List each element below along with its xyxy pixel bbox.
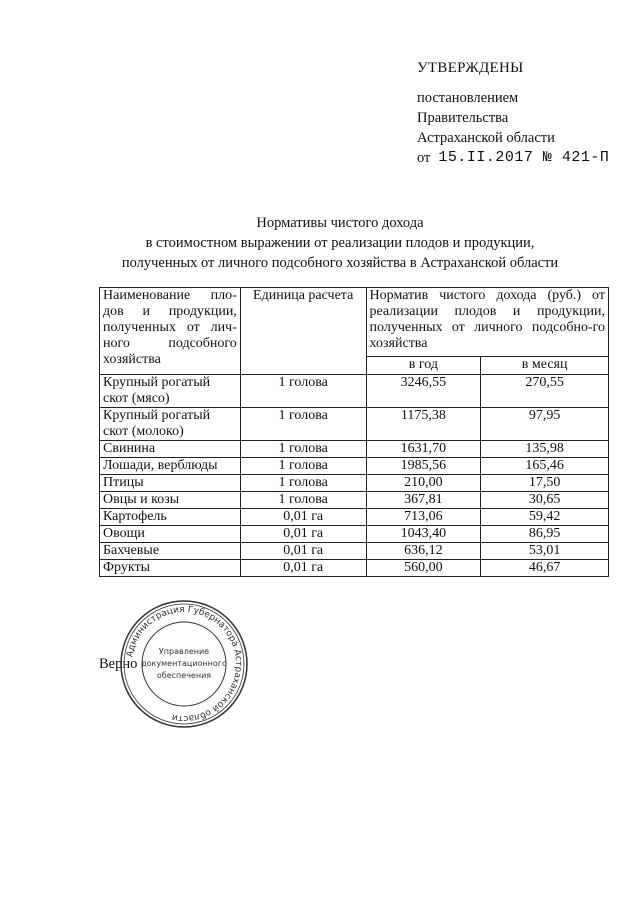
row-year-cell: 1985,56 [366, 458, 481, 475]
table-row [100, 560, 609, 577]
row-month-cell: 17,50 [481, 475, 609, 492]
row-year-cell: 1043,40 [366, 526, 481, 543]
title-line-3: полученных от личного подсобного хозяйства в Астраханской области [121, 255, 559, 271]
header-month-cell: в месяц [481, 357, 609, 375]
row-year-cell: 560,00 [366, 560, 481, 577]
table-row [100, 509, 609, 526]
table-row [100, 543, 609, 560]
header-name-cell: Наименование пло-дов и продукции, полученных от лич-ного подсобного хозяйства [100, 288, 241, 375]
row-unit-cell: 1 голова [240, 492, 366, 509]
approval-block [417, 58, 609, 168]
header-year-cell: в год [366, 357, 481, 375]
row-month-cell: 59,42 [481, 509, 609, 526]
table-row [100, 408, 609, 441]
row-name-cell: Овощи [100, 526, 241, 543]
table-row [100, 492, 609, 509]
row-month-cell: 165,46 [481, 458, 609, 475]
stamp-center-line-2: документационного [141, 659, 227, 668]
row-unit-cell: 0,01 га [240, 509, 366, 526]
row-month-cell: 97,95 [481, 408, 609, 441]
official-stamp [118, 598, 250, 730]
income-norms-table [99, 287, 609, 577]
row-name-cell: Птицы [100, 475, 241, 492]
row-year-cell: 3246,55 [366, 375, 481, 408]
row-year-cell: 1175,38 [366, 408, 481, 441]
stamp-center-line-3: обеспечения [156, 671, 212, 680]
row-month-cell: 270,55 [481, 375, 609, 408]
title-line-1: Нормативы чистого дохода [256, 215, 424, 231]
row-unit-cell: 1 голова [240, 441, 366, 458]
row-name-cell: Овцы и козы [100, 492, 241, 509]
date-prefix: от [417, 150, 431, 166]
row-name-cell: Фрукты [100, 560, 241, 577]
table-row [100, 526, 609, 543]
row-name-cell: Картофель [100, 509, 241, 526]
handwritten-date-number: 15.II.2017 № 421-П [438, 149, 610, 166]
row-name-cell: Крупный рогатый скот (мясо) [100, 375, 241, 408]
approval-line-resolution: постановлением [417, 90, 519, 106]
approval-heading: УТВЕРЖДЕНЫ [417, 60, 524, 76]
row-month-cell: 135,98 [481, 441, 609, 458]
row-unit-cell: 1 голова [240, 458, 366, 475]
row-unit-cell: 1 голова [240, 375, 366, 408]
row-year-cell: 210,00 [366, 475, 481, 492]
stamp-ring-text: Администрация Губернатора Астраханской области [125, 604, 244, 724]
row-name-cell: Свинина [100, 441, 241, 458]
table-row [100, 441, 609, 458]
row-year-cell: 367,81 [366, 492, 481, 509]
row-unit-cell: 1 голова [240, 475, 366, 492]
approval-line-region: Астраханской области [417, 130, 555, 146]
row-unit-cell: 1 голова [240, 408, 366, 441]
row-month-cell: 30,65 [481, 492, 609, 509]
row-name-cell: Бахчевые [100, 543, 241, 560]
row-name-cell: Крупный рогатый скот (молоко) [100, 408, 241, 441]
table-row [100, 375, 609, 408]
row-unit-cell: 0,01 га [240, 526, 366, 543]
header-norm-cell: Норматив чистого дохода (руб.) от реализации плодов и продукции, полученных от личного подсобно-го хозяйства [366, 288, 608, 357]
row-month-cell: 46,67 [481, 560, 609, 577]
row-year-cell: 636,12 [366, 543, 481, 560]
table-row [100, 475, 609, 492]
row-month-cell: 53,01 [481, 543, 609, 560]
approval-date-line [417, 148, 609, 168]
table-header-row [100, 288, 609, 357]
row-year-cell: 1631,70 [366, 441, 481, 458]
row-year-cell: 713,06 [366, 509, 481, 526]
row-unit-cell: 0,01 га [240, 543, 366, 560]
verno-label: Верно [99, 656, 138, 672]
table-row [100, 458, 609, 475]
row-unit-cell: 0,01 га [240, 560, 366, 577]
row-month-cell: 86,95 [481, 526, 609, 543]
row-name-cell: Лошади, верблюды [100, 458, 241, 475]
stamp-center-line-1: Управление [158, 647, 210, 656]
header-unit-cell: Единица расчета [240, 288, 366, 375]
document-title [60, 213, 620, 273]
approval-line-government: Правительства [417, 110, 509, 126]
title-line-2: в стоимостном выражении от реализации плодов и продукции, [145, 235, 535, 251]
